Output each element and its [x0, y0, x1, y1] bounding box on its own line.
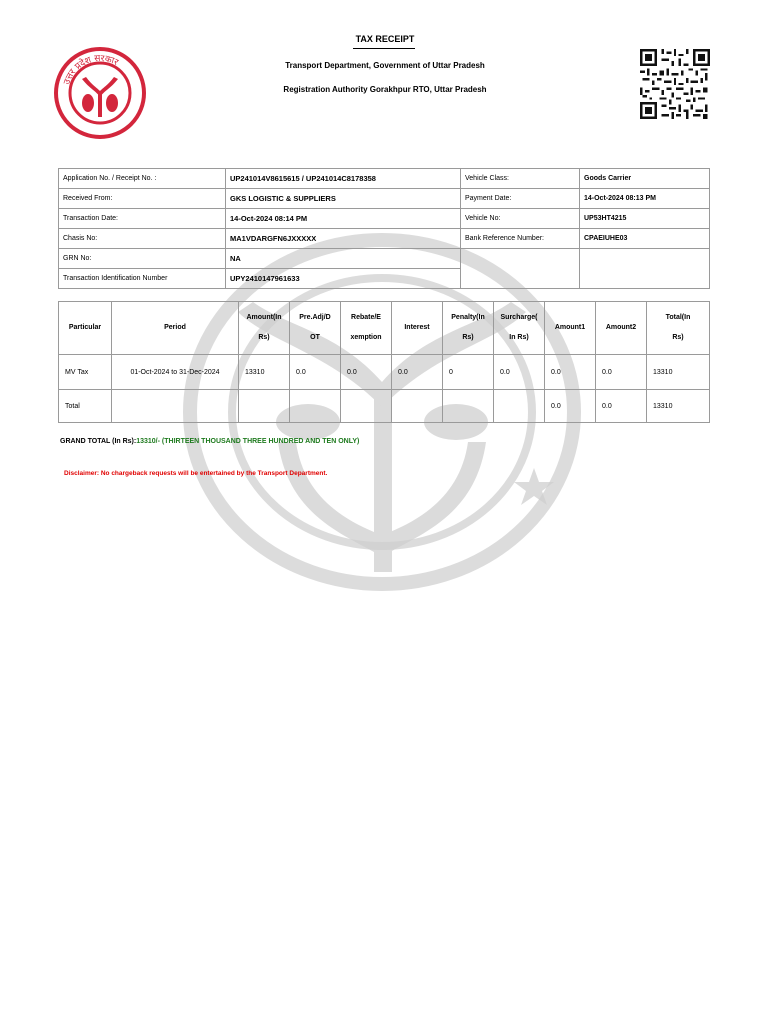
header-cell	[59, 302, 112, 355]
table-cell	[239, 390, 290, 423]
disclaimer-text: Disclaimer: No chargeback requests will be entertained by the Transport Department.	[64, 470, 328, 477]
title-underline	[353, 48, 415, 49]
grand-total-label: GRAND TOTAL (In Rs):	[60, 438, 137, 445]
received-from-label: Received From:	[59, 189, 226, 209]
payment-date-label: Payment Date:	[461, 189, 580, 209]
table-cell	[494, 390, 545, 423]
header-cell	[443, 302, 494, 355]
header-cell	[545, 302, 596, 355]
chasis-label: Chasis No:	[59, 229, 226, 249]
up-government-emblem	[52, 45, 148, 141]
txn-id-value: UPY2410147961633	[226, 269, 461, 289]
table-cell: 0	[443, 355, 494, 390]
qr-code	[640, 48, 710, 120]
header-line: Amount2	[605, 324, 637, 331]
table-cell: 0.0	[392, 355, 443, 390]
header-line: OT	[310, 334, 320, 341]
header-cell	[290, 302, 341, 355]
vehicle-class-label: Vehicle Class:	[461, 169, 580, 189]
bank-ref-label: Bank Reference Number:	[461, 229, 580, 249]
application-label: Application No. / Receipt No. :	[59, 169, 226, 189]
table-row	[59, 169, 710, 189]
table-cell	[341, 390, 392, 423]
table-cell: 13310	[647, 390, 710, 423]
header-cell	[392, 302, 443, 355]
header-line: Interest	[404, 324, 430, 331]
table-cell: 01-Oct-2024 to 31-Dec-2024	[112, 355, 239, 390]
header-cell	[596, 302, 647, 355]
grn-value: NA	[226, 249, 461, 269]
receipt-info-table	[58, 168, 710, 289]
payment-date-value: 14-Oct-2024 08:13 PM	[580, 189, 710, 209]
table-cell: 0.0	[545, 355, 596, 390]
vehicle-no-label: Vehicle No:	[461, 209, 580, 229]
empty-cell	[580, 249, 710, 289]
header-line: Surcharge(	[500, 314, 538, 321]
table-cell: 13310	[239, 355, 290, 390]
header-line: Rs)	[462, 334, 474, 341]
svg-text:उत्तर प्रदेश सरकार: उत्तर प्रदेश सरकार	[62, 53, 120, 87]
table-row	[59, 390, 710, 423]
table-cell: 0.0	[290, 355, 341, 390]
table-row	[59, 355, 710, 390]
table-cell	[392, 390, 443, 423]
header-line: Total(In	[665, 314, 691, 321]
grand-total-value: 13310/- (THIRTEEN THOUSAND THREE HUNDRED AND TEN ONLY)	[136, 438, 360, 445]
header-line: Pre.Adj/D	[299, 314, 331, 321]
header-line: Penalty(In	[451, 314, 485, 321]
header-line: Particular	[68, 324, 102, 331]
department-name: Transport Department, Government of Uttar Pradesh	[285, 61, 485, 70]
header-cell	[239, 302, 290, 355]
table-cell: 0.0	[596, 390, 647, 423]
header-line: Period	[164, 324, 186, 331]
vehicle-no-value: UP53HT4215	[580, 209, 710, 229]
header-line: Rs)	[672, 334, 684, 341]
empty-cell	[461, 249, 580, 289]
table-cell	[112, 390, 239, 423]
header-line: Rs)	[258, 334, 270, 341]
table-cell: MV Tax	[59, 355, 112, 390]
table-row	[59, 249, 710, 269]
table-row	[59, 189, 710, 209]
application-value: UP241014V8615615 / UP241014C8178358	[226, 169, 461, 189]
table-cell: Total	[59, 390, 112, 423]
header-line: xemption	[350, 334, 382, 341]
table-header-row	[59, 302, 710, 355]
table-row	[59, 209, 710, 229]
transaction-date-value: 14-Oct-2024 08:14 PM	[226, 209, 461, 229]
header-line: Amount1	[554, 324, 586, 331]
header-line: In Rs)	[509, 334, 529, 341]
table-cell: 0.0	[545, 390, 596, 423]
txn-id-label: Transaction Identification Number	[59, 269, 226, 289]
table-cell: 0.0	[494, 355, 545, 390]
tax-details-table	[58, 301, 710, 423]
grand-total	[60, 438, 359, 445]
table-cell	[443, 390, 494, 423]
table-cell: 0.0	[596, 355, 647, 390]
header-line: Rebate/E	[351, 314, 381, 321]
table-cell: 13310	[647, 355, 710, 390]
chasis-value: MA1VDARGFN6JXXXXX	[226, 229, 461, 249]
header-cell	[494, 302, 545, 355]
transaction-date-label: Transaction Date:	[59, 209, 226, 229]
header-cell	[647, 302, 710, 355]
header-cell	[112, 302, 239, 355]
table-row	[59, 229, 710, 249]
received-from-value: GKS LOGISTIC & SUPPLIERS	[226, 189, 461, 209]
vehicle-class-value: Goods Carrier	[580, 169, 710, 189]
grn-label: GRN No:	[59, 249, 226, 269]
receipt-title: TAX RECEIPT	[355, 34, 415, 44]
registration-authority: Registration Authority Gorakhpur RTO, Uttar Pradesh	[283, 85, 487, 94]
bank-ref-value: CPAEIUHE03	[580, 229, 710, 249]
table-cell: 0.0	[341, 355, 392, 390]
header-cell	[341, 302, 392, 355]
header-line: Amount(In	[246, 314, 282, 321]
table-cell	[290, 390, 341, 423]
